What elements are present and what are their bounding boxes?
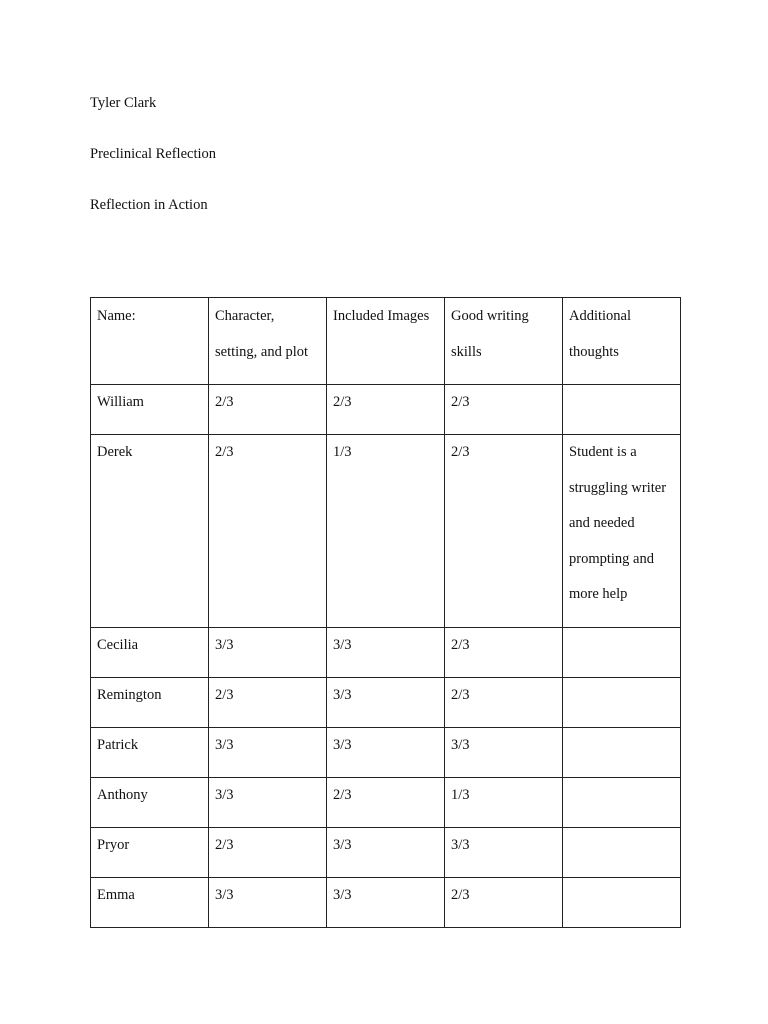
column-header-label: Character, setting, and plot	[215, 308, 309, 360]
cell-writing: 3/3	[445, 828, 563, 878]
table-row	[91, 628, 681, 678]
cell-images: 2/3	[327, 385, 445, 435]
cell-thoughts: Student is a struggling writer and needed prompting and more help	[563, 435, 681, 628]
table-row	[91, 878, 681, 928]
grades-table	[90, 297, 681, 928]
cell-name: Derek	[91, 435, 209, 628]
table-row	[91, 828, 681, 878]
cell-writing: 2/3	[445, 678, 563, 728]
cell-writing: 2/3	[445, 628, 563, 678]
cell-images: 3/3	[327, 828, 445, 878]
column-header-thoughts	[563, 298, 681, 385]
cell-character: 3/3	[209, 728, 327, 778]
cell-images: 3/3	[327, 678, 445, 728]
cell-character: 2/3	[209, 385, 327, 435]
table-row	[91, 728, 681, 778]
cell-character: 3/3	[209, 878, 327, 928]
table-row	[91, 778, 681, 828]
column-header-label: Name:	[97, 308, 136, 324]
cell-images: 3/3	[327, 878, 445, 928]
column-header-images	[327, 298, 445, 385]
cell-thoughts	[563, 728, 681, 778]
cell-character: 3/3	[209, 778, 327, 828]
cell-writing: 2/3	[445, 385, 563, 435]
cell-images: 2/3	[327, 778, 445, 828]
cell-character: 2/3	[209, 435, 327, 628]
cell-character: 3/3	[209, 628, 327, 678]
cell-name: William	[91, 385, 209, 435]
column-header-label: Good writing skills	[451, 308, 529, 360]
cell-name: Patrick	[91, 728, 209, 778]
column-header-character	[209, 298, 327, 385]
column-header-label: Additional thoughts	[569, 308, 632, 360]
document-title: Reflection in Action	[90, 197, 208, 213]
author-name: Tyler Clark	[90, 95, 157, 111]
cell-writing: 1/3	[445, 778, 563, 828]
cell-thoughts	[563, 628, 681, 678]
table-row	[91, 678, 681, 728]
cell-character: 2/3	[209, 678, 327, 728]
course-title: Preclinical Reflection	[90, 146, 217, 162]
cell-thoughts	[563, 828, 681, 878]
table-header-row	[91, 298, 681, 385]
column-header-label: Included Images	[333, 308, 430, 324]
cell-thoughts	[563, 878, 681, 928]
cell-name: Pryor	[91, 828, 209, 878]
cell-images: 1/3	[327, 435, 445, 628]
cell-writing: 2/3	[445, 435, 563, 628]
cell-name: Remington	[91, 678, 209, 728]
cell-name: Emma	[91, 878, 209, 928]
cell-thoughts	[563, 778, 681, 828]
cell-images: 3/3	[327, 728, 445, 778]
cell-character: 2/3	[209, 828, 327, 878]
column-header-writing	[445, 298, 563, 385]
cell-writing: 3/3	[445, 728, 563, 778]
cell-thoughts	[563, 385, 681, 435]
table-row	[91, 385, 681, 435]
cell-name: Anthony	[91, 778, 209, 828]
cell-thoughts	[563, 678, 681, 728]
column-header-name	[91, 298, 209, 385]
cell-writing: 2/3	[445, 878, 563, 928]
cell-images: 3/3	[327, 628, 445, 678]
table-row	[91, 435, 681, 628]
cell-name: Cecilia	[91, 628, 209, 678]
